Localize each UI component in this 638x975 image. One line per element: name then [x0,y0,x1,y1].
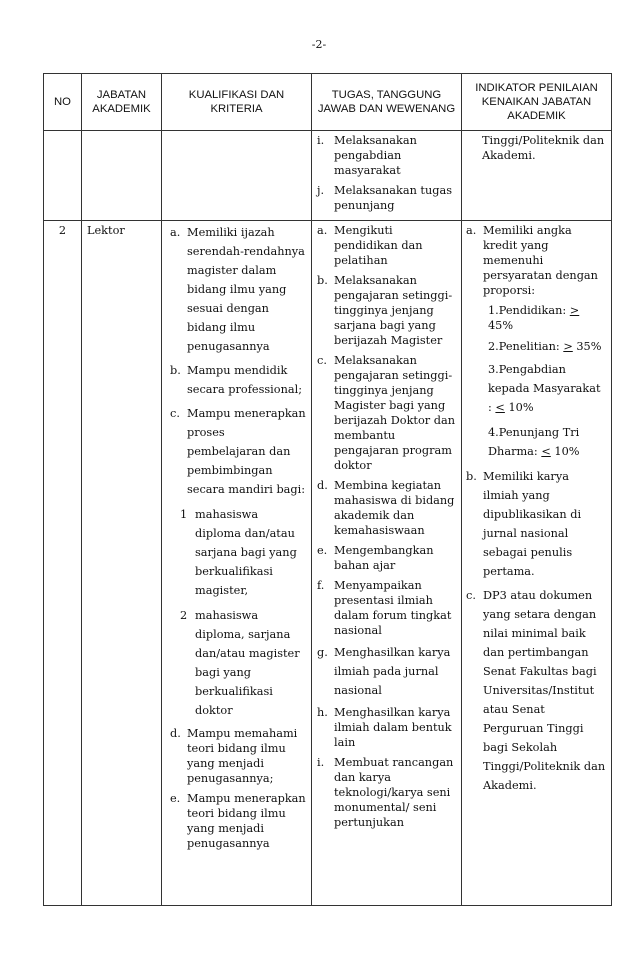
list-item: j. Melaksanakan tugas penunjang [317,184,453,212]
list-item: c. Mampu menerapkan proses pembelajaran dan pembimbingan secara mandiri bagi: [170,407,306,496]
list-item: a. Memiliki ijazah serendah-rendahnya magister dalam bidang ilmu yang sesuai dengan bidang ilmu penugasannya [170,226,305,353]
cell-tugas [312,221,462,906]
header-tugas: TUGAS, TANGGUNG JAWAB DAN WEWENANG [312,74,462,131]
cell-kualifikasi [162,221,312,906]
list-item: d. Membina kegiatan mahasiswa di bidang akademik dan kemahasiswaan [317,479,455,537]
cell-no [44,131,82,221]
list-item: a. Mengikuti pendidikan dan pelatihan [317,224,423,267]
cell-indikator [462,131,612,221]
list-item: b. Memiliki karya ilmiah yang dipublikasikan di jurnal nasional sebagai penulis pertama. [466,470,582,578]
list-item: g. Menghasilkan karya ilmiah pada jurnal nasional [317,646,451,697]
list-item: b. Mampu mendidik secara professional; [170,364,303,396]
header-indikator: INDIKATOR PENILAIAN KENAIKAN JABATAN AKADEMIK [462,74,612,131]
indikator-continuation: Tinggi/Politeknik dan Akademi. [482,134,605,162]
proporsi-penelitian: 2.Penelitian: > 35% [488,340,602,353]
list-item: i. Membuat rancangan dan karya teknologi/karya seni monumental/ seni pertunjukan [317,756,454,829]
list-item: 1 mahasiswa diploma dan/atau sarjana bagi yang berkualifikasi magister, [180,508,297,597]
list-item: e. Mengembangkan bahan ajar [317,544,434,572]
list-item: c. Melaksanakan pengajaran setinggi-tingginya jenjang Magister bagi yang berijazah Doktor dan membantu pengajaran program doktor [317,354,456,472]
list-item: a. Memiliki angka kredit yang memenuhi persyaratan dengan proporsi: [466,224,598,297]
header-kualifikasi: KUALIFIKASI DAN KRITERIA [162,74,312,131]
proporsi-pengabdian: 3.Pengabdian kepada Masyarakat : < 10% [488,363,601,414]
proporsi-penunjang: 4.Penunjang Tri Dharma: < 10% [488,426,580,458]
cell-tugas [312,131,462,221]
list-item: b. Melaksanakan pengajaran setinggi-tingginya jenjang sarjana bagi yang berijazah Magister [317,274,453,347]
table-header-row [44,74,612,131]
list-item: f. Menyampaikan presentasi ilmiah dalam forum tingkat nasional [317,579,452,637]
table-row [44,131,612,221]
proporsi-pendidikan: 1.Pendidikan: > 45% [488,304,580,332]
page-number: -2- [311,38,327,51]
list-item: h. Menghasilkan karya ilmiah dalam bentuk lain [317,706,452,749]
cell-no: 2 [44,221,82,906]
table-row [44,221,612,906]
list-item: 2 mahasiswa diploma, sarjana dan/atau magister bagi yang berkualifikasi doktor [180,609,300,717]
header-jabatan: JABATAN AKADEMIK [82,74,162,131]
header-no: NO [44,74,82,131]
list-item: c. DP3 atau dokumen yang setara dengan nilai minimal baik dan pertimbangan Senat Fakultas bagi Universitas/Institut atau Senat Perguruan Tinggi bagi Sekolah Tinggi/Politeknik dan Akademi. [466,589,606,792]
cell-kualifikasi [162,131,312,221]
list-item: d. Mampu memahami teori bidang ilmu yang menjadi penugasannya; [170,727,298,785]
list-item: e. Mampu menerapkan teori bidang ilmu yang menjadi penugasannya [170,792,306,850]
cell-jabatan: Lektor [82,221,162,906]
cell-jabatan [82,131,162,221]
jabatan-akademik-table [43,73,612,906]
cell-indikator [462,221,612,906]
list-item: i. Melaksanakan pengabdian masyarakat [317,134,417,177]
